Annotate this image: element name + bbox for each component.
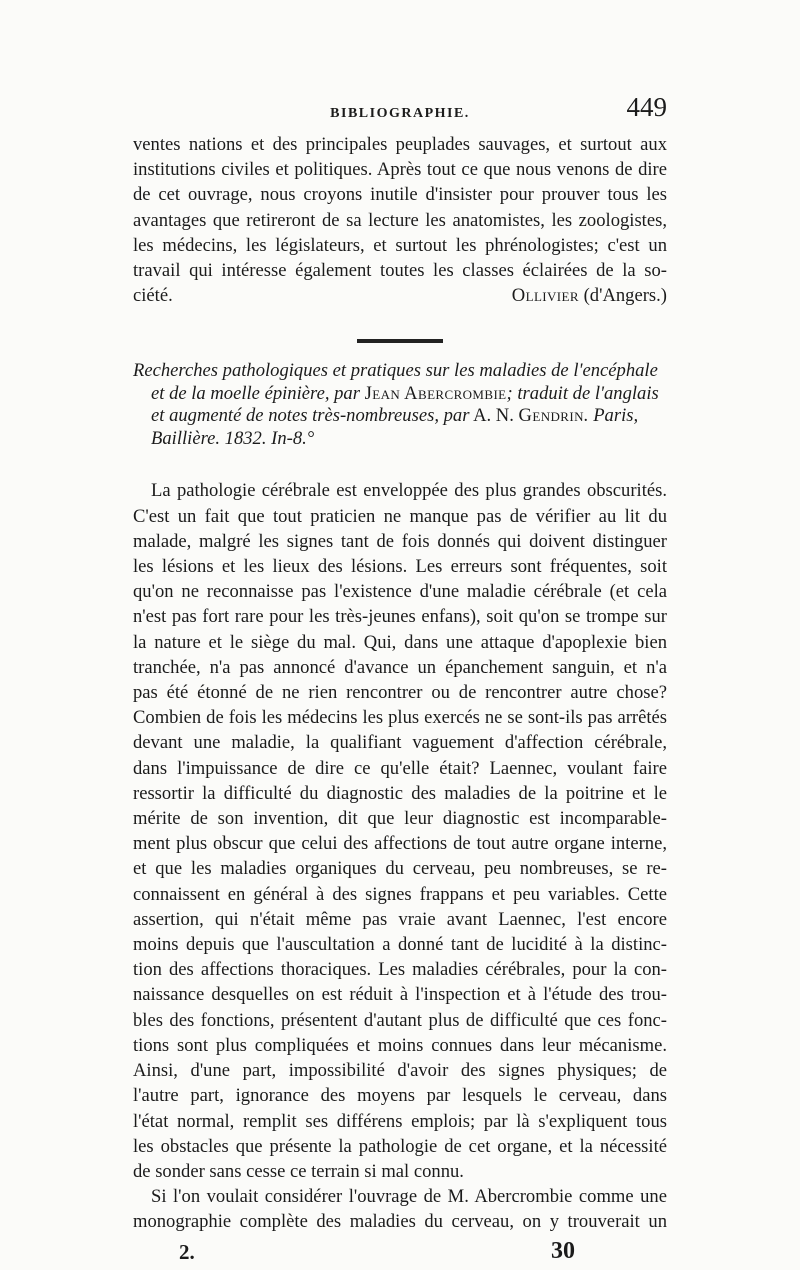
text-line: devant une maladie, la qualifiant vaguement d'affection cérébrale, bbox=[133, 732, 667, 754]
text-line: les obstacles que présente la pathologie de cet organe, et la nécessité bbox=[133, 1135, 667, 1157]
text-line: ment plus obscur que celui des affections de tout autre organe interne, bbox=[133, 833, 667, 855]
text-line: mérite de son invention, dit que leur diagnostic est incomparable- bbox=[133, 808, 667, 830]
text-line: qu'on ne reconnaisse pas l'existence d'une maladie cérébrale (et cela bbox=[133, 581, 667, 603]
translator-initials: A. N. bbox=[473, 405, 514, 427]
text-line: ressortir la difficulté du diagnostic des maladies de la poitrine et le bbox=[133, 782, 667, 804]
text-line: connaissent en général à des signes frappans et peu variables. Cette bbox=[133, 883, 667, 905]
text-line: tion des affections thoraciques. Les maladies cérébrales, pour la con- bbox=[133, 959, 667, 981]
title-line: Recherches pathologiques et pratiques sur les maladies de l'encéphale bbox=[133, 360, 658, 382]
reviewer-place: (d'Angers.) bbox=[583, 285, 667, 307]
text-line: n'est pas fort rare pour les très-jeunes enfans), soit qu'on se trompe sur bbox=[133, 606, 667, 628]
review-paragraph-1 bbox=[133, 478, 667, 1184]
title-text: ; traduit de l'anglais bbox=[506, 382, 659, 404]
text-line: naissance desquelles on est réduit à l'inspection et à l'étude des trou- bbox=[133, 984, 667, 1006]
text-line: Combien de fois les médecins les plus exercés ne se sont-ils pas arrêtés bbox=[133, 707, 667, 729]
reviewer-signature bbox=[512, 283, 667, 308]
text-line: dans l'impuissance de dire ce qu'elle était? Laennec, voulant faire bbox=[133, 757, 667, 779]
text-line: les lésions et les lieux des lésions. Les erreurs sont fréquentes, soit bbox=[133, 556, 667, 578]
text-line: assertion, qui n'était même pas vraie avant Laennec, l'est encore bbox=[133, 908, 667, 930]
text-line: ventes nations et des principales peuplades sauvages, et surtout aux bbox=[133, 134, 667, 155]
text-line: et que les maladies organiques du cerveau, peu nombreuses, se re- bbox=[133, 858, 667, 880]
section-rule bbox=[357, 339, 443, 343]
review-title bbox=[133, 360, 667, 450]
translator-name: Gendrin bbox=[518, 405, 584, 427]
text-line: tranchée, n'a pas annoncé d'avance un épanchement sanguin, et n'a bbox=[133, 656, 667, 678]
text-line: de cet ouvrage, nous croyons inutile d'insister pour prouver tous les bbox=[133, 184, 667, 206]
text-line: monographie complète des maladies du cerveau, on y trouverait un bbox=[133, 1211, 667, 1233]
title-text: et de la moelle épinière, par bbox=[151, 382, 360, 404]
running-title: BIBLIOGRAPHIE. bbox=[330, 106, 470, 121]
text-line: l'autre part, ignorance des moyens par lesquels le cerveau, dans bbox=[133, 1085, 667, 1107]
review-paragraph-2 bbox=[133, 1184, 667, 1234]
text-line: institutions civiles et politiques. Après tout ce que nous venons de dire bbox=[133, 159, 667, 181]
title-text: et augmenté de notes très-nombreuses, par bbox=[151, 405, 470, 427]
text-line: de sonder sans cesse ce terrain si mal connu. bbox=[133, 1160, 464, 1182]
text-line: malade, malgré les signes tant de fois donnés qui doivent distinguer bbox=[133, 530, 667, 552]
last-word: ciété. bbox=[133, 285, 173, 307]
sheet-number: 30 bbox=[551, 1237, 575, 1264]
text-line: l'état normal, remplit ses différens emplois; par là s'expliquent tous bbox=[133, 1110, 667, 1132]
title-line bbox=[133, 383, 667, 406]
title-line bbox=[133, 405, 667, 428]
text-line: La pathologie cérébrale est enveloppée des plus grandes obscurités. bbox=[151, 480, 667, 502]
previous-review-ending bbox=[133, 132, 667, 308]
text-line: pas été étonné de ne rien rencontrer ou de rencontrer autre chose? bbox=[133, 682, 667, 704]
text-line: Si l'on voulait considérer l'ouvrage de M. Abercrombie comme une bbox=[151, 1186, 667, 1208]
reviewer-name: Ollivier bbox=[511, 285, 579, 307]
text-line: bles des fonctions, présentent d'autant plus de difficulté que ces fonc- bbox=[133, 1009, 667, 1031]
signature-mark: 2. bbox=[179, 1239, 195, 1264]
author-name: Jean Abercrombie bbox=[364, 382, 507, 404]
signature-line bbox=[133, 283, 667, 308]
text-line: travail qui intéresse également toutes les classes éclairées de la so- bbox=[133, 260, 667, 282]
text-line: tions sont plus compliquées et moins connues dans leur mécanisme. bbox=[133, 1034, 667, 1056]
text-line: la nature et le siège du mal. Qui, dans une attaque d'apoplexie bien bbox=[133, 631, 667, 653]
text-line: avantages que retireront de sa lecture les anatomistes, les zoologistes, bbox=[133, 209, 667, 231]
page-number: 449 bbox=[626, 92, 667, 122]
text-line: Ainsi, d'une part, impossibilité d'avoir des signes physiques; de bbox=[133, 1060, 667, 1082]
title-text: . Paris, bbox=[583, 405, 639, 427]
text-line: les médecins, les législateurs, et surtout les phrénologistes; c'est un bbox=[133, 234, 667, 256]
title-line: Baillière. 1832. In-8.° bbox=[151, 427, 315, 449]
running-head bbox=[133, 92, 667, 132]
text-line: C'est un fait que tout praticien ne manque pas de vérifier au lit du bbox=[133, 505, 667, 527]
book-page bbox=[133, 92, 667, 1270]
text-line: moins depuis que l'auscultation a donné tant de lucidité à la distinc- bbox=[133, 934, 667, 956]
page-footer bbox=[133, 1237, 667, 1270]
